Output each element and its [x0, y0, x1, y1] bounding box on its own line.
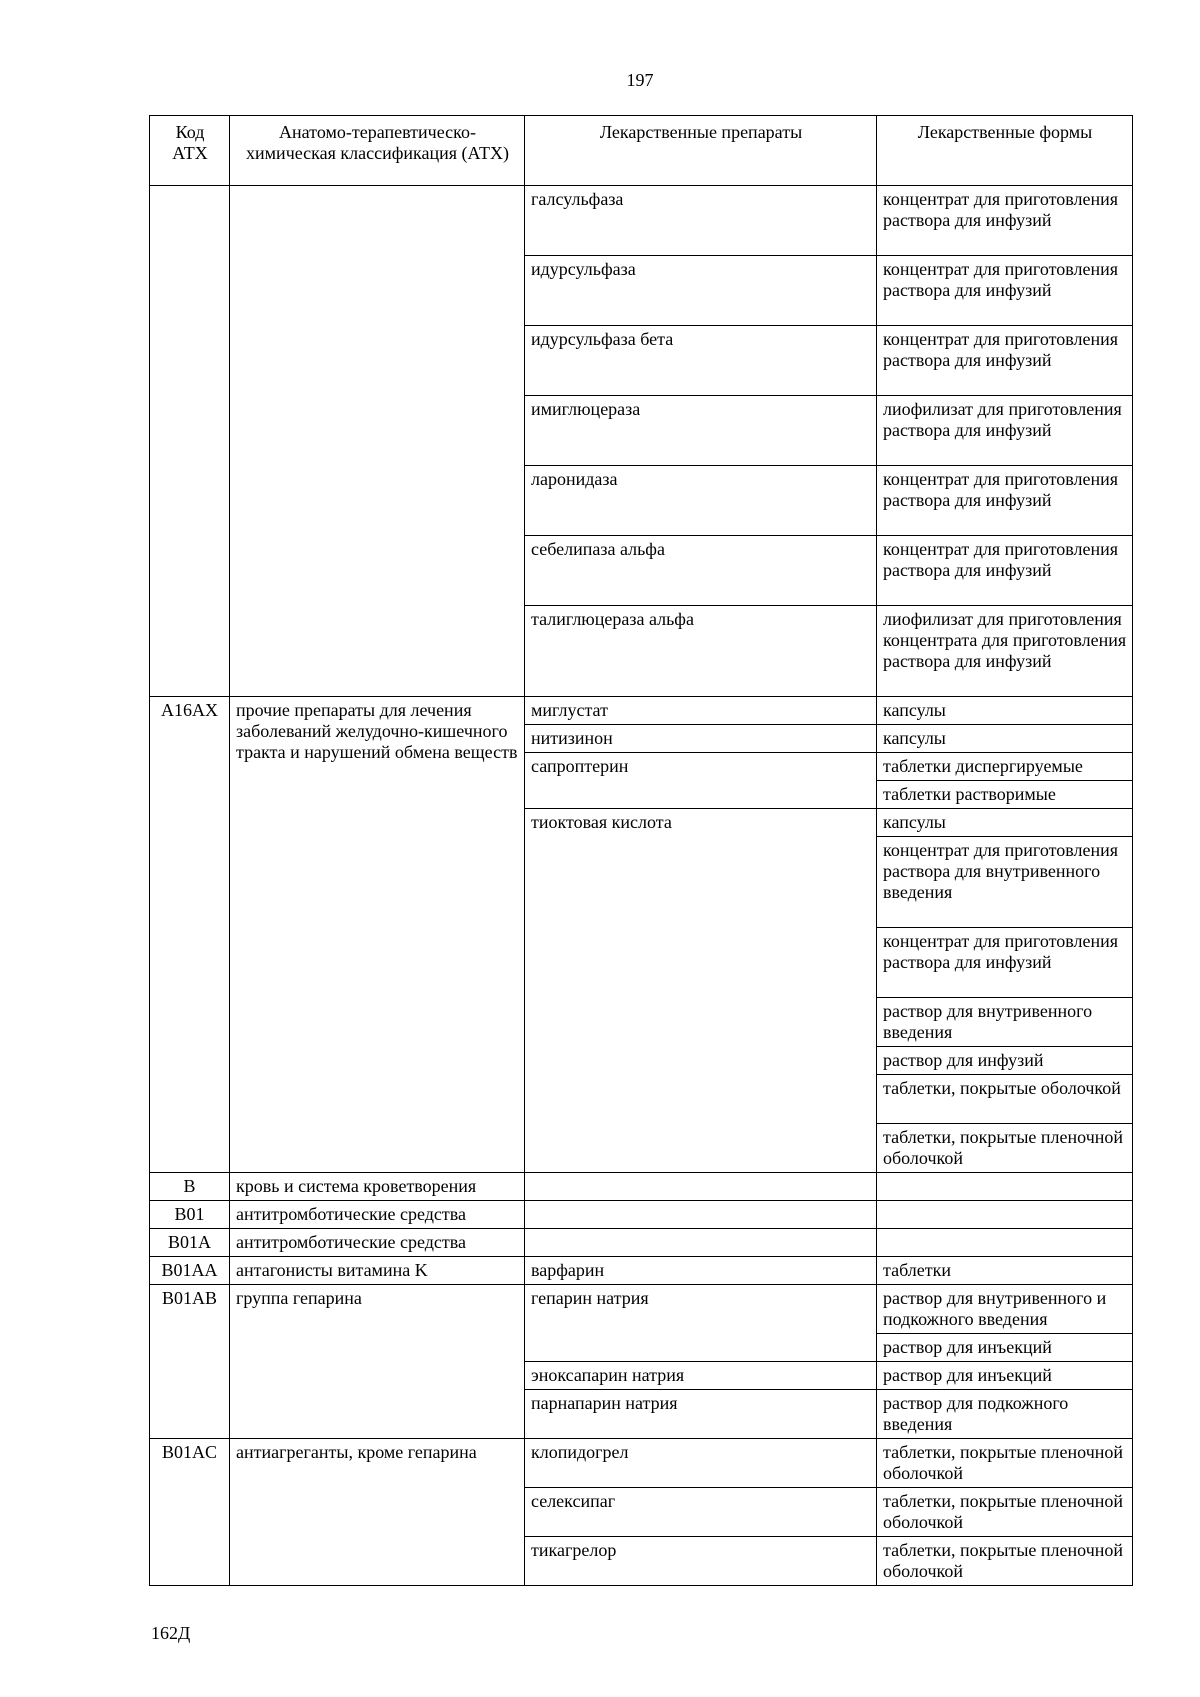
form-cell: таблетки диспергируемые — [877, 753, 1133, 781]
form-cell: капсулы — [877, 809, 1133, 837]
table-row — [150, 1439, 1133, 1488]
form-cell: лиофилизат для приготовления раствора для инфузий — [877, 396, 1133, 466]
class-cell: антитромботические средства — [230, 1201, 525, 1229]
atc-code-cell: B — [150, 1173, 230, 1201]
form-cell: концентрат для приготовления раствора для инфузий — [877, 186, 1133, 256]
drug-cell: варфарин — [525, 1257, 877, 1285]
atc-drug-table — [149, 115, 1133, 1586]
drug-cell: идурсульфаза — [525, 256, 877, 326]
table-row — [150, 1257, 1133, 1285]
atc-code-cell: B01 — [150, 1201, 230, 1229]
form-cell: раствор для подкожного введения — [877, 1390, 1133, 1439]
drug-cell: селексипаг — [525, 1488, 877, 1537]
header-code: Код АТХ — [150, 116, 230, 186]
form-cell — [877, 1229, 1133, 1257]
form-cell — [877, 1201, 1133, 1229]
atc-code-cell: A16AX — [150, 697, 230, 1173]
drug-cell: нитизинон — [525, 725, 877, 753]
class-cell: антагонисты витамина K — [230, 1257, 525, 1285]
footer-code: 162Д — [151, 1623, 191, 1643]
form-cell: раствор для инъекций — [877, 1362, 1133, 1390]
drug-cell: ларонидаза — [525, 466, 877, 536]
form-cell: раствор для инфузий — [877, 1047, 1133, 1075]
drug-cell: тиоктовая кислота — [525, 809, 877, 1173]
empty-code-cell — [150, 186, 230, 697]
form-cell: таблетки, покрытые пленочной оболочкой — [877, 1488, 1133, 1537]
drug-cell: талиглюцераза альфа — [525, 606, 877, 697]
form-cell: таблетки, покрытые пленочной оболочкой — [877, 1537, 1133, 1586]
drug-cell — [525, 1201, 877, 1229]
form-cell: концентрат для приготовления раствора для инфузий — [877, 928, 1133, 998]
page-number: 197 — [626, 70, 654, 90]
drug-cell: имиглюцераза — [525, 396, 877, 466]
empty-class-cell — [230, 186, 525, 697]
atc-code-cell: B01AC — [150, 1439, 230, 1586]
form-cell: концентрат для приготовления раствора для инфузий — [877, 536, 1133, 606]
table-row — [150, 697, 1133, 725]
form-cell: таблетки растворимые — [877, 781, 1133, 809]
form-cell: капсулы — [877, 725, 1133, 753]
form-cell: концентрат для приготовления раствора для инфузий — [877, 256, 1133, 326]
drug-cell: миглустат — [525, 697, 877, 725]
drug-cell: клопидогрел — [525, 1439, 877, 1488]
atc-code-cell: B01AA — [150, 1257, 230, 1285]
drug-cell: галсульфаза — [525, 186, 877, 256]
class-cell: группа гепарина — [230, 1285, 525, 1439]
atc-code-cell: B01AB — [150, 1285, 230, 1439]
drug-cell: парнапарин натрия — [525, 1390, 877, 1439]
form-cell: таблетки, покрытые пленочной оболочкой — [877, 1439, 1133, 1488]
drug-cell — [525, 1173, 877, 1201]
form-cell: капсулы — [877, 697, 1133, 725]
form-cell: раствор для внутривенного и подкожного введения — [877, 1285, 1133, 1334]
drug-cell: гепарин натрия — [525, 1285, 877, 1362]
header-drugs: Лекарственные препараты — [525, 116, 877, 186]
table-row — [150, 1285, 1133, 1334]
class-cell: антитромботические средства — [230, 1229, 525, 1257]
header-forms: Лекарственные формы — [877, 116, 1133, 186]
form-cell — [877, 1173, 1133, 1201]
form-cell: раствор для инъекций — [877, 1334, 1133, 1362]
atc-code-cell: B01A — [150, 1229, 230, 1257]
class-cell: прочие препараты для лечения заболеваний желудочно-кишечного тракта и нарушений обмена веществ — [230, 697, 525, 1173]
form-cell: лиофилизат для приготовления концентрата для приготовления раствора для инфузий — [877, 606, 1133, 697]
form-cell: таблетки, покрытые оболочкой — [877, 1075, 1133, 1124]
class-cell: антиагреганты, кроме гепарина — [230, 1439, 525, 1586]
drug-cell — [525, 1229, 877, 1257]
drug-cell: тикагрелор — [525, 1537, 877, 1586]
form-cell: концентрат для приготовления раствора для инфузий — [877, 466, 1133, 536]
form-cell: таблетки, покрытые пленочной оболочкой — [877, 1124, 1133, 1173]
table-row — [150, 186, 1133, 256]
table-row — [150, 1201, 1133, 1229]
drug-cell: эноксапарин натрия — [525, 1362, 877, 1390]
table-row — [150, 1173, 1133, 1201]
drug-cell: себелипаза альфа — [525, 536, 877, 606]
drug-cell: сапроптерин — [525, 753, 877, 809]
class-cell: кровь и система кроветворения — [230, 1173, 525, 1201]
header-classification: Анатомо-терапевтическо-химическая классификация (АТХ) — [230, 116, 525, 186]
form-cell: концентрат для приготовления раствора для инфузий — [877, 326, 1133, 396]
table-header-row — [150, 116, 1133, 186]
form-cell: таблетки — [877, 1257, 1133, 1285]
drug-cell: идурсульфаза бета — [525, 326, 877, 396]
form-cell: концентрат для приготовления раствора для внутривенного введения — [877, 837, 1133, 928]
form-cell: раствор для внутривенного введения — [877, 998, 1133, 1047]
table-row — [150, 1229, 1133, 1257]
